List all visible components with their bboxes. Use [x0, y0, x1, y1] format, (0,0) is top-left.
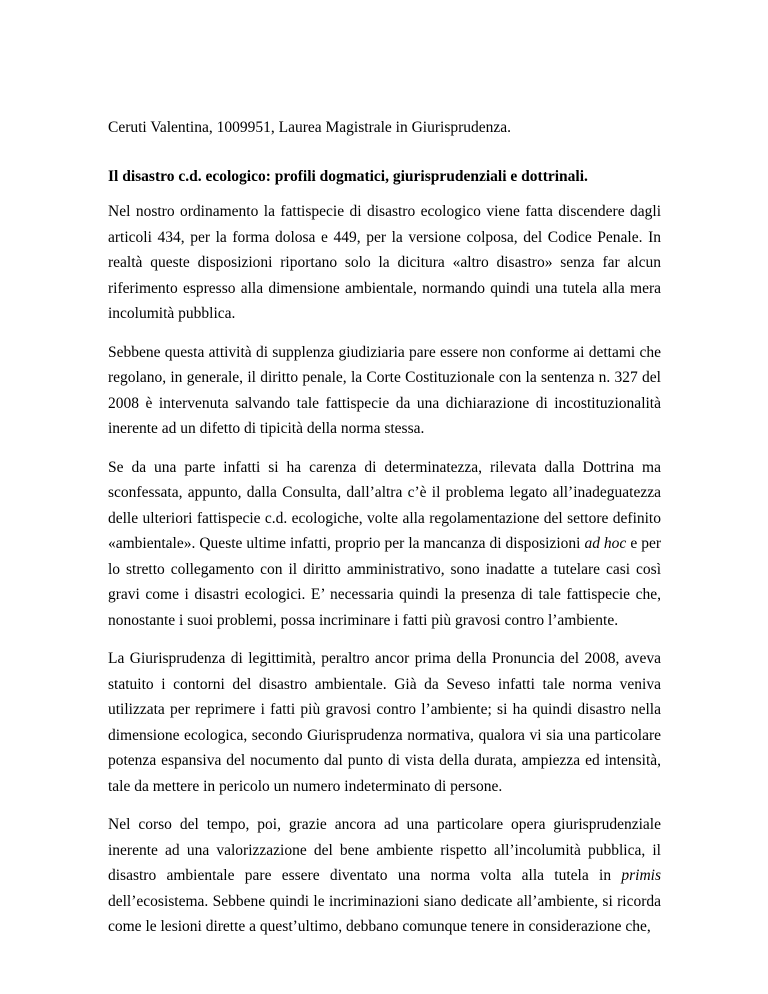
paragraph-5-text-a: Nel corso del tempo, poi, grazie ancora ad una particolare opera giurisprudenziale inerente ad una valorizzazione del bene ambiente rispetto all’incolumità pubblica, il disastro ambientale pare essere diventato una norma volta alla tutela in [108, 816, 661, 884]
paragraph-2: Sebbene questa attività di supplenza giudiziaria pare essere non conforme ai dettami che regolano, in generale, il diritto penale, la Corte Costituzionale con la sentenza n. 327 del 2008 è intervenuta salvando tale fattispecie da una dichiarazione di incostituzionalità inerente ad un difetto di tipicità della norma stessa. [108, 343, 661, 437]
paragraph-5-emphasis: primis [621, 867, 661, 884]
paragraph-5 [108, 812, 661, 940]
paragraph-3-text-a: Se da una parte infatti si ha carenza di determinatezza, rilevata dalla Dottrina ma sconfessata, appunto, dalla Consulta, dall’altra c’è il problema legato all’inadeguatezza delle ulteriori fattispecie c.d. ecologiche, volte alla regolamentazione del settore definito «ambientale». Queste ultime infatti, proprio per la mancanza di disposizioni [108, 458, 661, 552]
paragraph-3-text-b: e per lo stretto collegamento con il diritto amministrativo, sono inadatte a tutelare casi così gravi come i disastri ecologici. E’ necessaria quindi la presenza di tale fattispecie che, nonostante i suoi problemi, possa incriminare i fatti più gravosi contro l’ambiente. [108, 535, 661, 629]
paragraph-3-emphasis: ad hoc [584, 535, 627, 552]
paragraph-5-text-b: dell’ecosistema. Sebbene quindi le incriminazioni siano dedicate all’ambiente, si ricorda come le lesioni dirette a quest’ultimo, debbano comunque tenere in considerazione che, [108, 892, 661, 935]
paragraph-4: La Giurisprudenza di legittimità, peraltro ancor prima della Pronuncia del 2008, aveva statuito i contorni del disastro ambientale. Già da Seveso infatti tale norma veniva utilizzata per reprimere i fatti più gravosi contro l’ambiente; si ha quindi disastro nella dimensione ecologica, secondo Giurisprudenza normativa, qualora vi sia una particolare potenza espansiva del nocumento dal punto di vista della durata, ampiezza ed intensità, tale da mettere in pericolo un numero indeterminato di persone. [108, 650, 661, 795]
author-line: Ceruti Valentina, 1009951, Laurea Magistrale in Giurisprudenza. [108, 119, 512, 136]
paragraph-1: Nel nostro ordinamento la fattispecie di disastro ecologico viene fatta discendere dagli articoli 434, per la forma dolosa e 449, per la versione colposa, del Codice Penale. In realtà queste disposizioni riportano solo la dicitura «altro disastro» senza far alcun riferimento espresso alla dimensione ambientale, normando quindi una tutela alla mera incolumità pubblica. [108, 203, 661, 322]
paragraph-3 [108, 455, 661, 634]
document-title: Il disastro c.d. ecologico: profili dogmatici, giurisprudenziali e dottrinali. [108, 168, 588, 185]
document-body [108, 199, 661, 953]
